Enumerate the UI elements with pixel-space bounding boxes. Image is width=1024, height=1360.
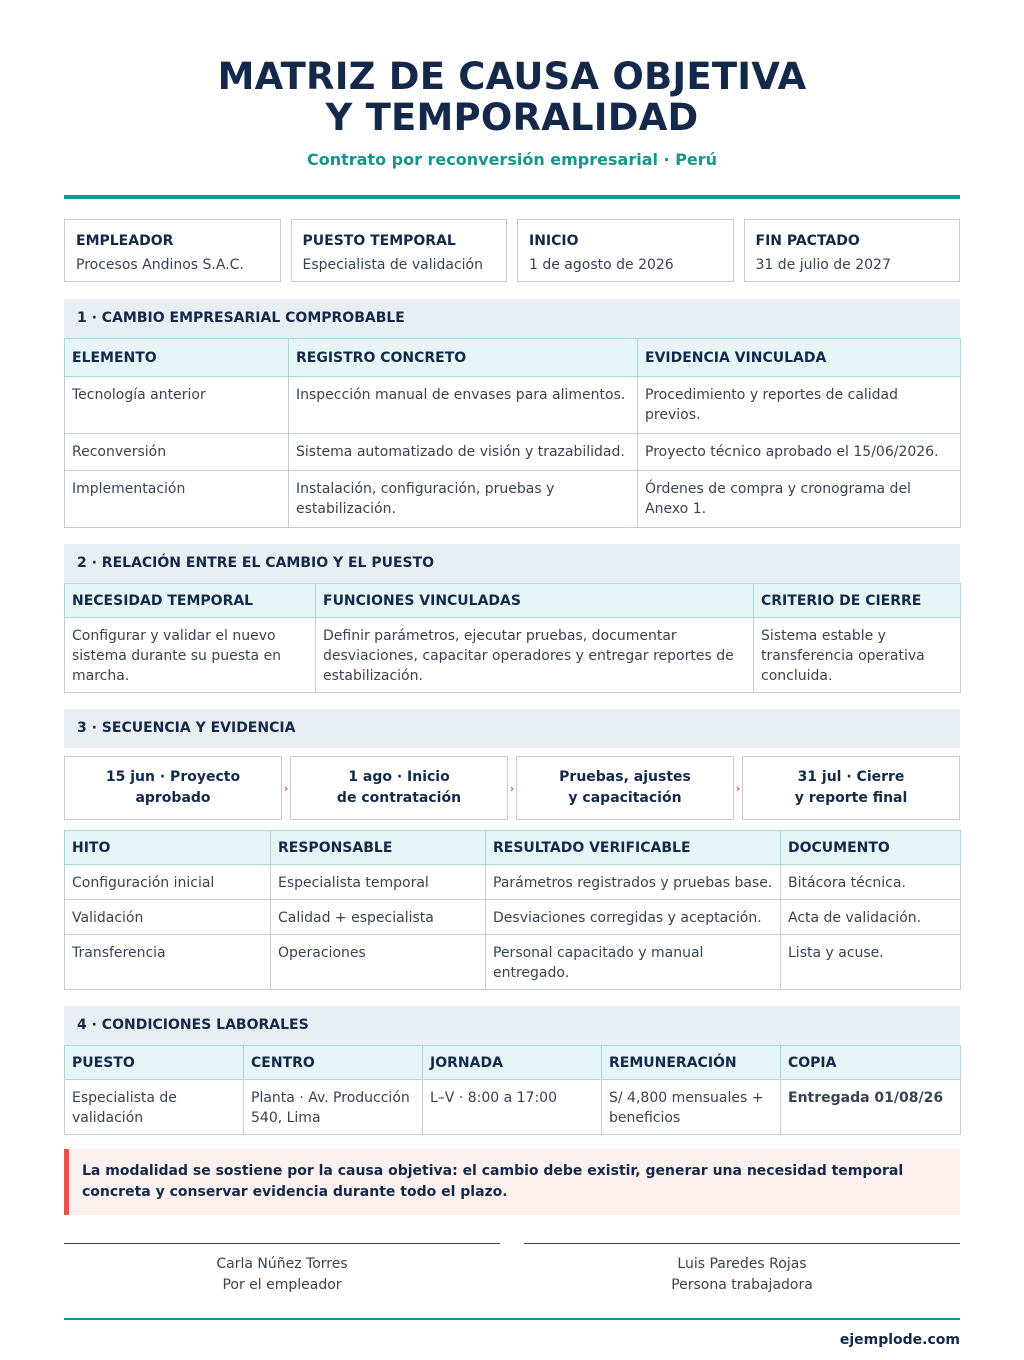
step-line: aprobado bbox=[135, 790, 211, 806]
signature-employer bbox=[64, 1243, 500, 1296]
signature-name: Luis Paredes Rojas bbox=[677, 1256, 807, 1272]
table-cell: Reconversión bbox=[65, 434, 289, 471]
table-cell: Configurar y validar el nuevo sistema durante su puesta en marcha. bbox=[65, 618, 316, 693]
table-cell: Lista y acuse. bbox=[781, 935, 961, 990]
table-row bbox=[65, 377, 961, 434]
table-cell: Especialista temporal bbox=[271, 865, 486, 900]
step-line: y capacitación bbox=[568, 790, 682, 806]
table-cell: Especialista de validación bbox=[65, 1080, 244, 1135]
info-cards bbox=[64, 219, 960, 282]
card-value: Especialista de validación bbox=[302, 257, 483, 273]
table-cell: Validación bbox=[65, 900, 271, 935]
table-row bbox=[65, 1080, 961, 1135]
column-header: ELEMENTO bbox=[65, 339, 289, 377]
step-line: 1 ago · Inicio bbox=[348, 769, 450, 785]
copy-status-cell: Entregada 01/08/26 bbox=[781, 1080, 961, 1135]
top-divider bbox=[64, 195, 960, 199]
document-page bbox=[64, 0, 960, 1348]
column-header: CENTRO bbox=[244, 1046, 423, 1080]
card-start bbox=[517, 219, 734, 282]
card-value: Procesos Andinos S.A.C. bbox=[76, 257, 244, 273]
title-line-1: MATRIZ DE CAUSA OBJETIVA bbox=[217, 55, 807, 98]
table-row bbox=[65, 900, 961, 935]
table-cell: Transferencia bbox=[65, 935, 271, 990]
table-cell: Implementación bbox=[65, 471, 289, 528]
footer-site: ejemplode.com bbox=[839, 1332, 960, 1348]
card-position bbox=[291, 219, 508, 282]
section-3-table bbox=[64, 830, 961, 990]
timeline bbox=[64, 756, 960, 820]
section-1-table bbox=[64, 338, 961, 528]
signature-worker bbox=[524, 1243, 960, 1296]
table-cell: Desviaciones corregidas y aceptación. bbox=[486, 900, 781, 935]
column-header: JORNADA bbox=[423, 1046, 602, 1080]
section-2-table bbox=[64, 583, 961, 693]
section-4-table bbox=[64, 1045, 961, 1135]
table-row bbox=[65, 434, 961, 471]
card-value: 31 de julio de 2027 bbox=[755, 257, 891, 273]
column-header: REGISTRO CONCRETO bbox=[289, 339, 638, 377]
table-cell: Configuración inicial bbox=[65, 865, 271, 900]
timeline-step bbox=[64, 756, 282, 820]
chevron-right-icon: › bbox=[283, 781, 289, 795]
table-cell: Inspección manual de envases para alimentos. bbox=[289, 377, 638, 434]
step-line: Pruebas, ajustes bbox=[559, 769, 691, 785]
table-cell: Acta de validación. bbox=[781, 900, 961, 935]
section-4-heading: 4 · CONDICIONES LABORALES bbox=[64, 1006, 960, 1045]
table-cell: Personal capacitado y manual entregado. bbox=[486, 935, 781, 990]
table-cell: Sistema estable y transferencia operativa concluida. bbox=[754, 618, 961, 693]
table-header-row bbox=[65, 339, 961, 377]
bottom-divider bbox=[64, 1318, 960, 1320]
column-header: RESPONSABLE bbox=[271, 831, 486, 865]
table-cell: Tecnología anterior bbox=[65, 377, 289, 434]
step-line: de contratación bbox=[336, 790, 462, 806]
signature-block bbox=[64, 1243, 960, 1296]
timeline-step bbox=[290, 756, 508, 820]
column-header: COPIA bbox=[781, 1046, 961, 1080]
step-line: 15 jun · Proyecto bbox=[105, 769, 241, 785]
timeline-step bbox=[516, 756, 734, 820]
column-header: RESULTADO VERIFICABLE bbox=[486, 831, 781, 865]
section-2-heading: 2 · RELACIÓN ENTRE EL CAMBIO Y EL PUESTO bbox=[64, 544, 960, 583]
table-cell: Parámetros registrados y pruebas base. bbox=[486, 865, 781, 900]
column-header: EVIDENCIA VINCULADA bbox=[638, 339, 961, 377]
table-cell: L–V · 8:00 a 17:00 bbox=[423, 1080, 602, 1135]
signature-name: Carla Núñez Torres bbox=[216, 1256, 348, 1272]
table-cell: Planta · Av. Producción 540, Lima bbox=[244, 1080, 423, 1135]
card-label: EMPLEADOR bbox=[76, 233, 174, 249]
table-header-row bbox=[65, 1046, 961, 1080]
card-label: INICIO bbox=[529, 233, 579, 249]
table-row bbox=[65, 935, 961, 990]
table-cell: Definir parámetros, ejecutar pruebas, documentar desviaciones, capacitar operadores y entregar reportes de estabilización. bbox=[316, 618, 754, 693]
card-value: 1 de agosto de 2026 bbox=[529, 257, 674, 273]
card-end bbox=[744, 219, 961, 282]
column-header: NECESIDAD TEMPORAL bbox=[65, 584, 316, 618]
column-header: HITO bbox=[65, 831, 271, 865]
chevron-right-icon: › bbox=[735, 781, 741, 795]
column-header: FUNCIONES VINCULADAS bbox=[316, 584, 754, 618]
table-cell: Instalación, configuración, pruebas y estabilización. bbox=[289, 471, 638, 528]
section-1-heading: 1 · CAMBIO EMPRESARIAL COMPROBABLE bbox=[64, 299, 960, 338]
table-header-row bbox=[65, 831, 961, 865]
table-row bbox=[65, 865, 961, 900]
page-title bbox=[64, 56, 960, 138]
card-label: FIN PACTADO bbox=[755, 233, 860, 249]
column-header: CRITERIO DE CIERRE bbox=[754, 584, 961, 618]
table-cell: Procedimiento y reportes de calidad previos. bbox=[638, 377, 961, 434]
column-header: REMUNERACIÓN bbox=[602, 1046, 781, 1080]
signature-role: Por el empleador bbox=[222, 1277, 342, 1293]
section-3-heading: 3 · SECUENCIA Y EVIDENCIA bbox=[64, 709, 960, 748]
card-label: PUESTO TEMPORAL bbox=[302, 233, 456, 249]
timeline-step bbox=[742, 756, 960, 820]
title-line-2: Y TEMPORALIDAD bbox=[325, 96, 699, 139]
table-cell: Operaciones bbox=[271, 935, 486, 990]
table-cell: Órdenes de compra y cronograma del Anexo 1. bbox=[638, 471, 961, 528]
column-header: PUESTO bbox=[65, 1046, 244, 1080]
card-employer bbox=[64, 219, 281, 282]
table-cell: Calidad + especialista bbox=[271, 900, 486, 935]
table-cell: S/ 4,800 mensuales + beneficios bbox=[602, 1080, 781, 1135]
legal-note: La modalidad se sostiene por la causa objetiva: el cambio debe existir, generar una necesidad temporal concreta y conservar evidencia durante todo el plazo. bbox=[64, 1149, 960, 1215]
column-header: DOCUMENTO bbox=[781, 831, 961, 865]
step-line: 31 jul · Cierre bbox=[797, 769, 905, 785]
signature-role: Persona trabajadora bbox=[671, 1277, 813, 1293]
step-line: y reporte final bbox=[794, 790, 908, 806]
table-row bbox=[65, 471, 961, 528]
page-subtitle: Contrato por reconversión empresarial · Perú bbox=[306, 150, 718, 169]
table-header-row bbox=[65, 584, 961, 618]
table-row bbox=[65, 618, 961, 693]
table-cell: Proyecto técnico aprobado el 15/06/2026. bbox=[638, 434, 961, 471]
chevron-right-icon: › bbox=[509, 781, 515, 795]
table-cell: Sistema automatizado de visión y trazabilidad. bbox=[289, 434, 638, 471]
table-cell: Bitácora técnica. bbox=[781, 865, 961, 900]
